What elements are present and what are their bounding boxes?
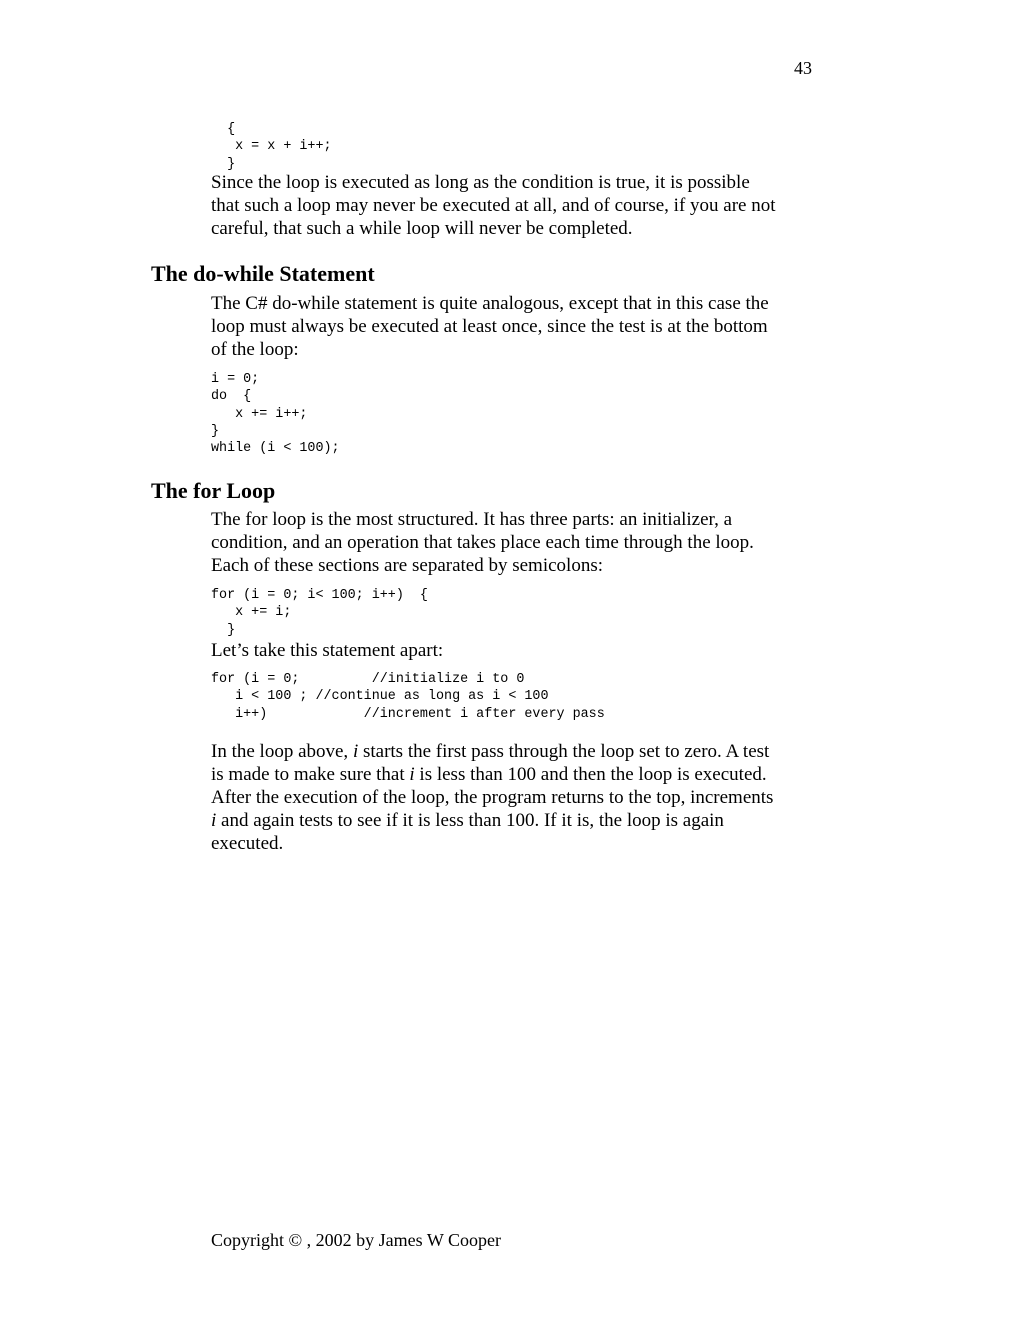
heading-do-while: The do-while Statement — [151, 261, 375, 286]
text-line: is made to make sure that i is less than 100 and then the loop is executed. — [211, 764, 767, 785]
variable-i: i — [211, 810, 217, 831]
text-line: Let’s take this statement apart: — [211, 640, 444, 661]
text-line: The C# do-while statement is quite analogous, except that in this case the — [211, 293, 769, 314]
paragraph-for-explanation — [211, 740, 773, 855]
code-block-for-annotated: for (i = 0; //initialize i to 0 i < 100 ; //continue as long as i < 100 i++) //increment i after every pass — [211, 672, 605, 722]
text-line: Each of these sections are separated by semicolons: — [211, 555, 603, 576]
text-line: After the execution of the loop, the program returns to the top, increments — [211, 787, 774, 808]
text-line: loop must always be executed at least once, since the test is at the bottom — [211, 316, 768, 337]
text-line: executed. — [211, 833, 284, 854]
paragraph-for-intro — [211, 508, 754, 577]
paragraph-do-while-intro — [211, 292, 769, 361]
paragraph-take-apart — [211, 639, 443, 662]
text-line: careful, that such a while loop will never be completed. — [211, 218, 633, 239]
text-line: condition, and an operation that takes place each time through the loop. — [211, 532, 754, 553]
text-line: that such a loop may never be executed at all, and of course, if you are not — [211, 195, 776, 216]
text-line: The for loop is the most structured. It has three parts: an initializer, a — [211, 509, 733, 530]
code-block-for-loop: for (i = 0; i< 100; i++) { x += i; } — [211, 588, 428, 638]
code-block-while-body: { x = x + i++; } — [227, 122, 332, 172]
heading-for-loop: The for Loop — [151, 478, 276, 503]
variable-i: i — [352, 741, 359, 762]
text-line: i and again tests to see if it is less than 100. If it is, the loop is again — [211, 810, 724, 831]
text-line: In the loop above, i starts the first pass through the loop set to zero. A test — [211, 741, 770, 762]
copyright-footer: Copyright © , 2002 by James W Cooper — [211, 1230, 501, 1250]
text-line: Since the loop is executed as long as the condition is true, it is possible — [211, 172, 750, 193]
page-number: 43 — [794, 58, 812, 78]
variable-i: i — [409, 764, 415, 785]
paragraph-while-note — [211, 171, 776, 240]
text-line: of the loop: — [211, 339, 299, 360]
code-block-do-while: i = 0; do { x += i++; } while (i < 100); — [211, 372, 340, 457]
